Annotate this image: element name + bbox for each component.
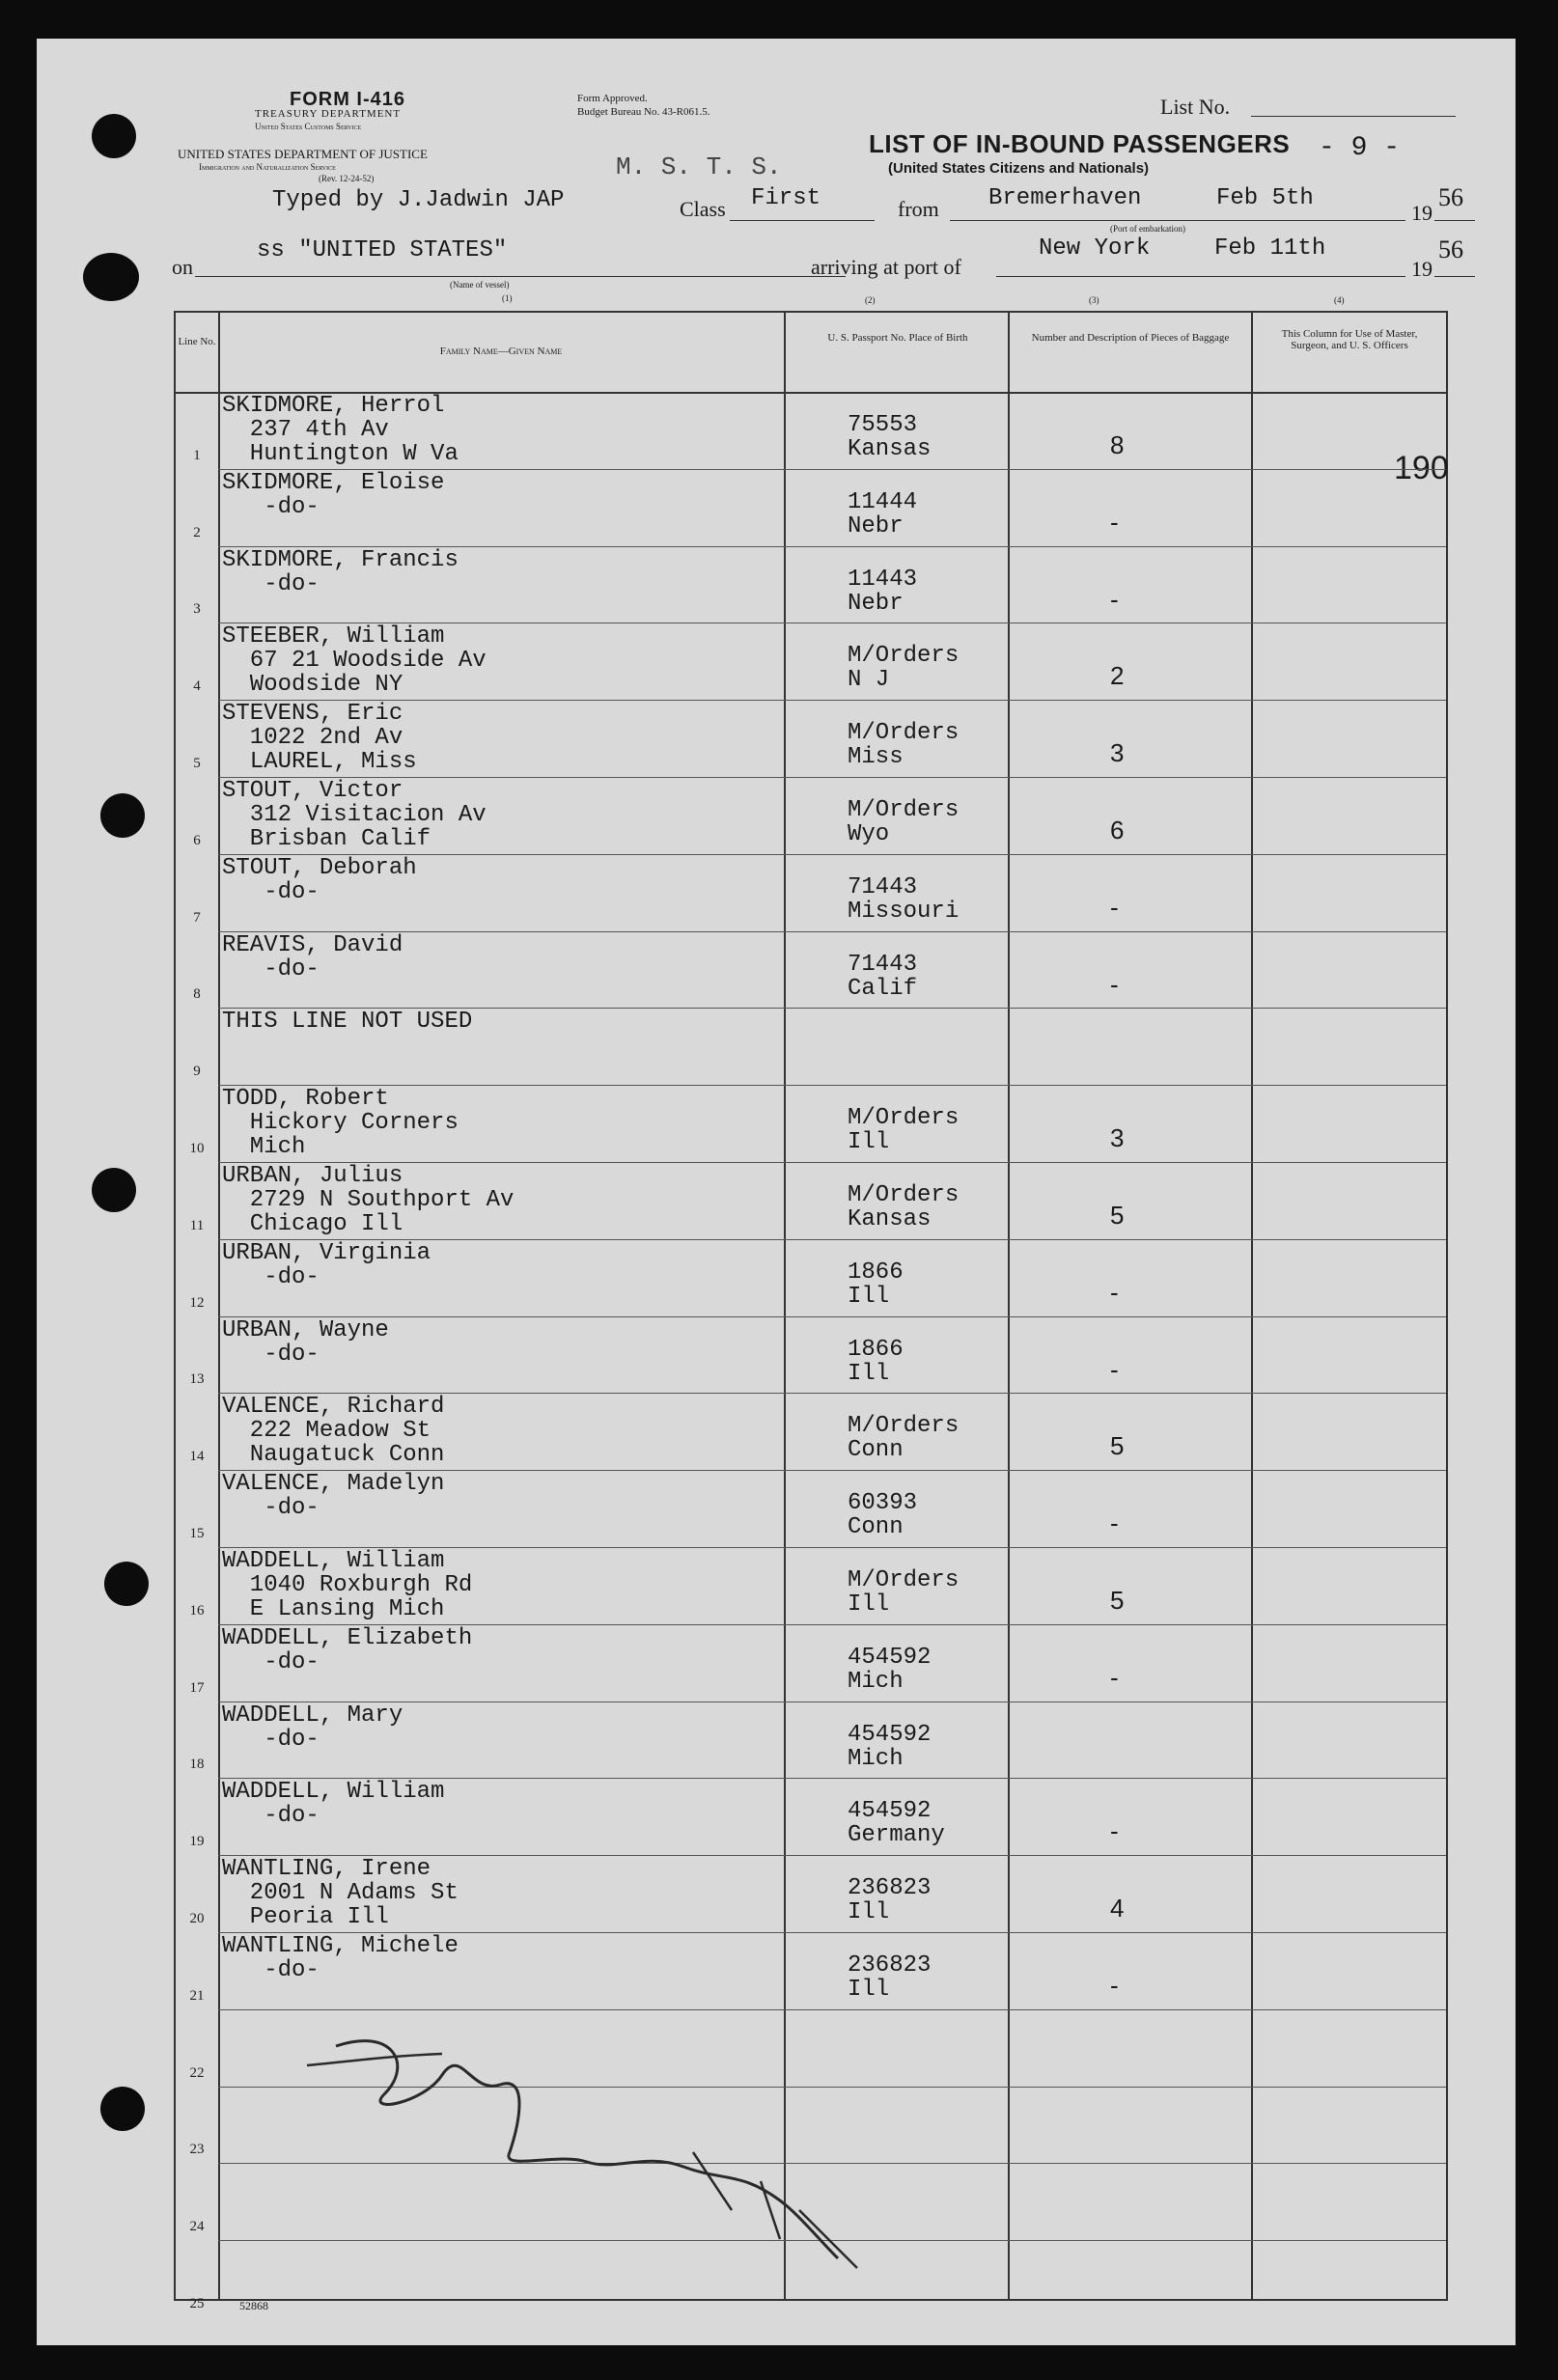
- row-number: 3: [193, 601, 201, 618]
- row-number: 9: [193, 1064, 201, 1080]
- col-header-passport: U. S. Passport No. Place of Birth: [827, 332, 968, 344]
- passenger-name: VALENCE, Richard 222 Meadow St Naugatuck Conn: [222, 1394, 445, 1469]
- row-number: 22: [189, 2064, 205, 2081]
- arriving-label: arriving at port of: [811, 255, 961, 279]
- row-number: 18: [189, 1757, 205, 1773]
- passport-birthplace: 236823 Ill: [848, 1875, 932, 1926]
- col-num-1: (1): [502, 293, 513, 303]
- arrival-line: [996, 276, 1405, 277]
- row-number: 17: [189, 1679, 205, 1696]
- row-number: 21: [189, 1987, 205, 2004]
- passenger-name: URBAN, Julius 2729 N Southport Av Chicago Ill: [222, 1163, 515, 1237]
- row-number: 12: [189, 1294, 205, 1311]
- list-no-line: [1251, 116, 1456, 117]
- baggage-count: -: [1110, 1354, 1119, 1384]
- revision: (Rev. 12-24-52): [319, 174, 375, 183]
- form-approved: Form Approved.: [577, 93, 648, 104]
- passenger-name: STOUT, Deborah -do-: [222, 854, 417, 905]
- passenger-name: SKIDMORE, Eloise -do-: [222, 469, 445, 520]
- col-divider: [218, 313, 220, 2299]
- row-number: 7: [193, 909, 201, 926]
- passport-birthplace: M/Orders Miss: [848, 720, 960, 771]
- passenger-name: WADDELL, William -do-: [222, 1779, 445, 1830]
- baggage-count: -: [1110, 507, 1119, 537]
- col-divider: [784, 313, 786, 2299]
- passport-birthplace: M/Orders Ill: [848, 1567, 960, 1618]
- punch-hole: [100, 793, 145, 838]
- baggage-count: 2: [1110, 661, 1125, 691]
- passenger-name: SKIDMORE, Herrol 237 4th Av Huntington W Va: [222, 393, 459, 467]
- passport-birthplace: 1866 Ill: [848, 1336, 904, 1387]
- passport-birthplace: M/Orders Wyo: [848, 797, 960, 847]
- col-header-baggage: Number and Description of Pieces of Baggage: [1031, 332, 1230, 344]
- passenger-name: WANTLING, Michele -do-: [222, 1933, 459, 1983]
- vessel-name: ss "UNITED STATES": [257, 237, 508, 263]
- passenger-name: SKIDMORE, Francis -do-: [222, 546, 459, 597]
- row-number: 11: [189, 1217, 205, 1233]
- class-label: Class: [680, 197, 726, 221]
- passenger-name: URBAN, Virginia -do-: [222, 1239, 431, 1290]
- from-port: Bremerhaven: [988, 185, 1142, 211]
- row-number: 6: [193, 832, 201, 848]
- list-subtitle: (United States Citizens and Nationals): [888, 160, 1150, 177]
- baggage-count: -: [1110, 1277, 1119, 1307]
- passenger-name: THIS LINE NOT USED: [222, 1009, 473, 1036]
- baggage-count: 3: [1110, 738, 1125, 768]
- budget-bureau: Budget Bureau No. 43-R061.5.: [577, 106, 710, 118]
- row-number: 14: [189, 1449, 205, 1465]
- passport-birthplace: 60393 Conn: [848, 1490, 918, 1541]
- col-num-3: (3): [1089, 295, 1099, 305]
- passenger-name: VALENCE, Madelyn -do-: [222, 1471, 445, 1522]
- row-number: 23: [189, 2142, 205, 2158]
- vessel-line: [195, 276, 846, 277]
- baggage-count: 8: [1110, 430, 1125, 459]
- row-number: 2: [193, 524, 201, 540]
- year-2: 56: [1438, 235, 1463, 263]
- from-line: [950, 220, 1405, 221]
- class-line: [730, 220, 875, 221]
- passenger-name: STEEBER, William 67 21 Woodside Av Woodside NY: [222, 623, 487, 699]
- passport-birthplace: 71443 Calif: [848, 951, 918, 1002]
- passenger-list-page: [37, 39, 1516, 2345]
- form-footer-code: 52868: [239, 2299, 268, 2312]
- col-header-line: Line No.: [178, 336, 216, 347]
- row-number: 19: [189, 1834, 205, 1850]
- msts-stamp: M. S. T. S.: [616, 152, 782, 181]
- row-number: 1: [193, 447, 201, 463]
- row-number: 4: [193, 678, 201, 695]
- ins-service: Immigration and Naturalization Service: [199, 162, 336, 172]
- row-number: 15: [189, 1526, 205, 1541]
- on-label: on: [172, 255, 193, 279]
- baggage-count: -: [1110, 969, 1119, 999]
- row-rule: [218, 1316, 1446, 1317]
- baggage-count: 5: [1110, 1431, 1125, 1461]
- year-prefix-2: 19: [1411, 257, 1433, 281]
- from-label: from: [898, 197, 939, 221]
- col-num-2: (2): [865, 295, 876, 305]
- col-header-name: Family Name—Given Name: [439, 346, 563, 357]
- signature-scribble: [278, 2007, 915, 2297]
- year-1: 56: [1438, 183, 1463, 211]
- passenger-name: WADDELL, Mary -do-: [222, 1702, 403, 1753]
- baggage-count: -: [1110, 1816, 1119, 1846]
- passenger-name: WADDELL, Elizabeth -do-: [222, 1624, 473, 1675]
- row-number: 13: [189, 1371, 205, 1388]
- passenger-name: WANTLING, Irene 2001 N Adams St Peoria Ill: [222, 1856, 459, 1931]
- passport-birthplace: M/Orders N J: [848, 643, 960, 694]
- arrival-date: Feb 11th: [1214, 235, 1326, 262]
- row-number: 24: [189, 2219, 205, 2235]
- list-title: LIST OF IN-BOUND PASSENGERS: [869, 129, 1291, 158]
- baggage-count: -: [1110, 1971, 1119, 2000]
- passenger-name: STEVENS, Eric 1022 2nd Av LAUREL, Miss: [222, 701, 417, 776]
- class-value: First: [751, 185, 821, 211]
- row-number: 10: [189, 1141, 205, 1156]
- row-number: 20: [189, 1911, 205, 1926]
- baggage-count: -: [1110, 584, 1119, 614]
- justice-dept: UNITED STATES DEPARTMENT OF JUSTICE: [178, 147, 428, 161]
- passenger-name: REAVIS, David -do-: [222, 931, 403, 982]
- passenger-name: STOUT, Victor 312 Visitacion Av Brisban Calif: [222, 778, 487, 852]
- officer-note: 190: [1394, 450, 1449, 486]
- punch-hole: [92, 114, 136, 158]
- arrival-port: New York: [1039, 235, 1151, 262]
- year-line-1: [1434, 220, 1475, 221]
- passenger-name: WADDELL, William 1040 Roxburgh Rd E Lansing Mich: [222, 1548, 473, 1622]
- baggage-count: -: [1110, 892, 1119, 922]
- list-no-label: List No.: [1160, 95, 1231, 119]
- customs-service: United States Customs Service: [255, 122, 362, 131]
- col-num-4: (4): [1334, 295, 1345, 305]
- port-embark-note: (Port of embarkation): [1110, 224, 1185, 234]
- vessel-note: (Name of vessel): [450, 280, 510, 290]
- passport-birthplace: 236823 Ill: [848, 1952, 932, 2003]
- passport-birthplace: 75553 Kansas: [848, 412, 932, 462]
- row-number: 5: [193, 756, 201, 771]
- baggage-count: -: [1110, 1662, 1119, 1692]
- passport-birthplace: 11443 Nebr: [848, 566, 918, 617]
- passport-birthplace: 454592 Mich: [848, 1721, 932, 1772]
- page-number: - 9 -: [1319, 133, 1401, 163]
- baggage-count: -: [1110, 1508, 1119, 1538]
- col-header-officers: This Column for Use of Master, Surgeon, and U. S. Officers: [1281, 328, 1418, 351]
- passport-birthplace: 1866 Ill: [848, 1259, 904, 1310]
- treasury-dept: TREASURY DEPARTMENT: [255, 108, 402, 120]
- row-number: 16: [189, 1602, 205, 1619]
- passenger-name: URBAN, Wayne -do-: [222, 1316, 389, 1368]
- baggage-count: 6: [1110, 816, 1125, 844]
- baggage-count: 4: [1110, 1894, 1125, 1923]
- passport-birthplace: M/Orders Kansas: [848, 1182, 960, 1232]
- passport-birthplace: M/Orders Conn: [848, 1413, 960, 1464]
- row-number: 25: [189, 2296, 205, 2311]
- col-divider: [1251, 313, 1253, 2299]
- from-date: Feb 5th: [1216, 185, 1314, 211]
- passenger-name: TODD, Robert Hickory Corners Mich: [222, 1086, 459, 1161]
- col-divider: [1008, 313, 1010, 2299]
- typed-by: Typed by J.Jadwin JAP: [272, 187, 565, 213]
- punch-hole: [92, 1168, 136, 1212]
- punch-hole: [100, 2087, 145, 2131]
- year-line-2: [1434, 276, 1475, 277]
- row-number: 8: [193, 986, 201, 1003]
- passport-birthplace: 11444 Nebr: [848, 488, 918, 540]
- baggage-count: 5: [1110, 1201, 1125, 1230]
- baggage-count: 5: [1110, 1586, 1125, 1615]
- passport-birthplace: M/Orders Ill: [848, 1105, 960, 1156]
- baggage-count: 3: [1110, 1123, 1125, 1153]
- passport-birthplace: 454592 Germany: [848, 1798, 945, 1849]
- passport-birthplace: 71443 Missouri: [848, 873, 960, 925]
- punch-hole: [104, 1562, 149, 1606]
- year-prefix-1: 19: [1411, 201, 1433, 225]
- row-rule: [218, 1085, 1446, 1086]
- punch-hole: [83, 253, 139, 301]
- form-number: FORM I-416: [290, 89, 406, 110]
- passport-birthplace: 454592 Mich: [848, 1644, 932, 1695]
